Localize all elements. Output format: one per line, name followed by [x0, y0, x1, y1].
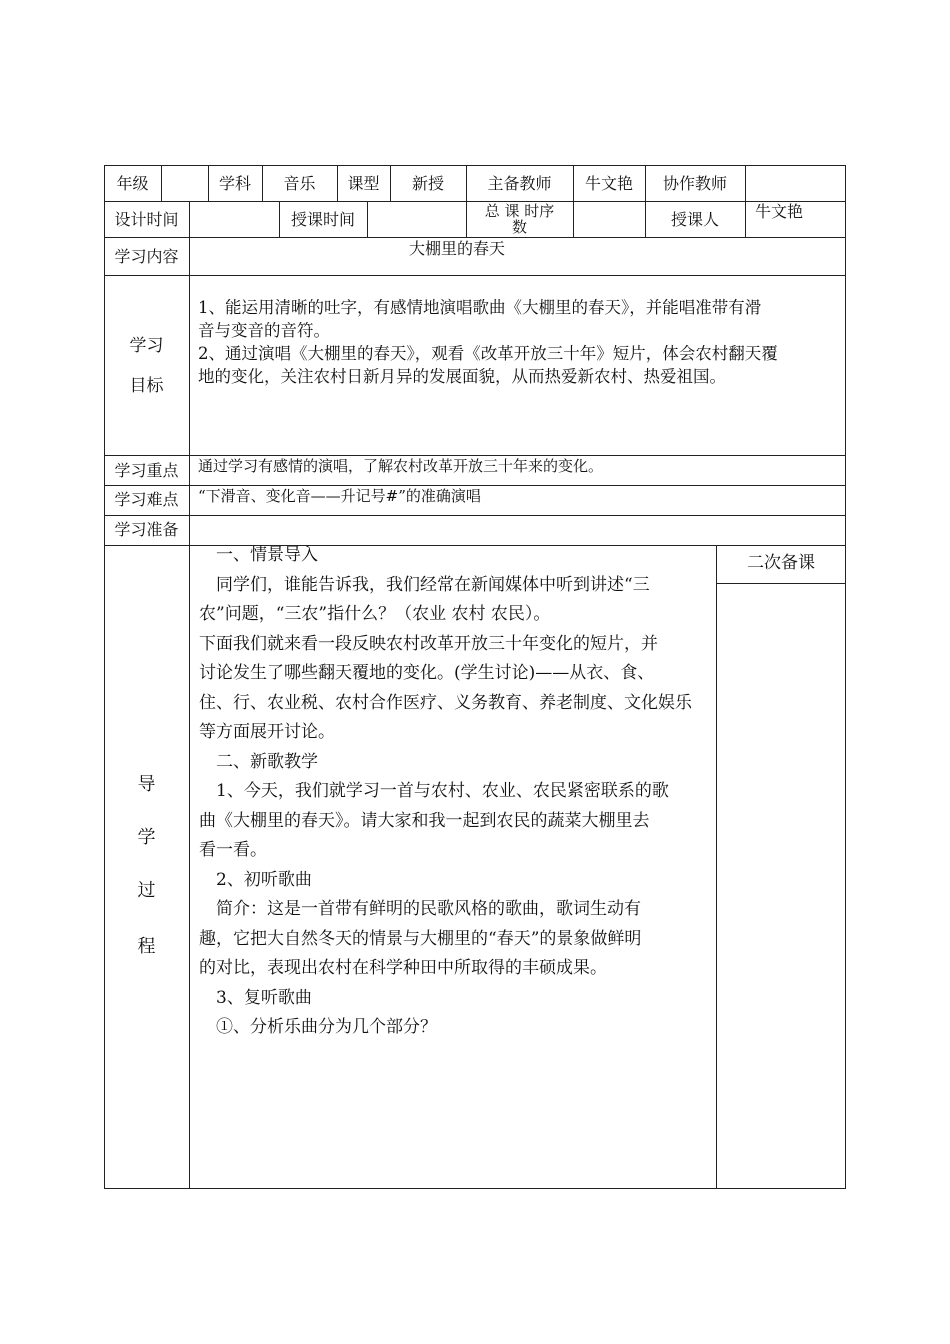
process-line: 简介：这是一首带有鲜明的民歌风格的歌曲，歌词生动有 [216, 899, 641, 919]
goal-line: 1、能运用清晰的吐字，有感情地演唱歌曲《大棚里的春天》，并能唱准带有滑 [198, 298, 762, 317]
learning-preparation-label: 学习准备 [114, 520, 179, 539]
subject-label: 学科 [218, 174, 251, 193]
instructor-label: 授课人 [670, 210, 719, 229]
process-line: 3、复听歌曲 [216, 987, 312, 1008]
process-label-char: 学 [137, 827, 156, 848]
learning-focus-value: 通过学习有感情的演唱，了解农村改革开放三十年来的变化。 [198, 457, 604, 475]
process-line: 住、行、农业税、农村合作医疗、义务教育、养老制度、文化娱乐 [199, 692, 692, 713]
learning-goals-label-line1: 学习 [129, 336, 164, 356]
learning-difficulty-value: “下滑音、变化音——升记号#”的准确演唱 [198, 487, 481, 505]
process-line: 曲《大棚里的春天》。请大家和我一起到农民的蔬菜大棚里去 [199, 810, 650, 831]
lesson-type-label: 课型 [347, 174, 380, 193]
process-line: 的对比，表现出农村在科学种田中所取得的丰硕成果。 [199, 958, 607, 978]
process-line: 趣，它把大自然冬天的情景与大棚里的“春天”的景象做鲜明 [199, 928, 642, 949]
row-divider [104, 515, 846, 516]
subject-value: 音乐 [283, 174, 316, 193]
process-line: 二、新歌教学 [216, 751, 318, 772]
process-label-char: 程 [137, 936, 156, 957]
row-divider [104, 275, 846, 276]
process-line: 2、初听歌曲 [216, 869, 312, 890]
learning-content-value: 大棚里的春天 [408, 239, 505, 258]
process-body [199, 541, 711, 1043]
process-line: 农”问题，“三农”指什么？（农业 农村 农民）。 [199, 604, 551, 624]
lead-teacher-label: 主备教师 [487, 174, 552, 193]
row-divider [104, 237, 846, 238]
teach-time-label: 授课时间 [290, 210, 355, 229]
process-line: 一、情景导入 [216, 545, 318, 565]
lesson-sequence-label-line2: 数 [511, 218, 527, 236]
learning-goals-text [198, 296, 840, 388]
second-prep-divider [716, 583, 846, 584]
table-border-right [845, 165, 846, 1189]
co-teacher-label: 协作教师 [662, 174, 727, 193]
cell-divider [745, 201, 746, 237]
cell-divider [161, 165, 162, 201]
process-label-char: 过 [137, 880, 156, 901]
cell-divider [573, 201, 574, 237]
process-line: 看一看。 [199, 840, 267, 860]
lesson-type-value: 新授 [411, 174, 444, 193]
table-border-top [104, 165, 846, 166]
table-border-bottom [104, 1188, 846, 1189]
table-border-left [104, 165, 105, 1189]
lesson-sequence-label-line1: 总 课 时序 [484, 202, 555, 220]
process-label-char: 导 [137, 774, 156, 795]
cell-divider [367, 201, 368, 237]
learning-content-label: 学习内容 [114, 247, 179, 266]
process-line: 同学们，谁能告诉我，我们经常在新闻媒体中听到讲述“三 [216, 574, 650, 595]
instructor-value: 牛文艳 [755, 202, 804, 221]
second-prep-column-divider [716, 545, 717, 1189]
goal-line: 2、通过演唱《大棚里的春天》，观看《改革开放三十年》短片，体会农村翻天覆 [198, 344, 778, 363]
process-line: 1、今天，我们就学习一首与农村、农业、农民紧密联系的歌 [216, 781, 669, 801]
design-time-label: 设计时间 [114, 210, 179, 229]
label-column-divider [189, 237, 190, 1189]
process-line: 下面我们就来看一段反映农村改革开放三十年变化的短片，并 [199, 633, 658, 654]
second-prep-label: 二次备课 [747, 553, 815, 573]
goal-line: 地的变化，关注农村日新月异的发展面貌，从而热爱新农村、热爱祖国。 [198, 367, 726, 386]
goal-line: 音与变音的音符。 [198, 321, 330, 340]
process-line: 等方面展开讨论。 [199, 722, 335, 742]
cell-divider [189, 201, 190, 237]
process-line: ①、分析乐曲分为几个部分？ [216, 1017, 437, 1037]
process-line: 讨论发生了哪些翻天覆地的变化。(学生讨论)——从衣、食、 [199, 663, 655, 683]
learning-goals-label-line2: 目标 [129, 376, 164, 396]
lead-teacher-value: 牛文艳 [584, 174, 633, 193]
learning-difficulty-label: 学习难点 [114, 490, 179, 509]
cell-divider [745, 165, 746, 201]
learning-focus-label: 学习重点 [114, 461, 179, 480]
grade-label: 年级 [116, 174, 149, 193]
